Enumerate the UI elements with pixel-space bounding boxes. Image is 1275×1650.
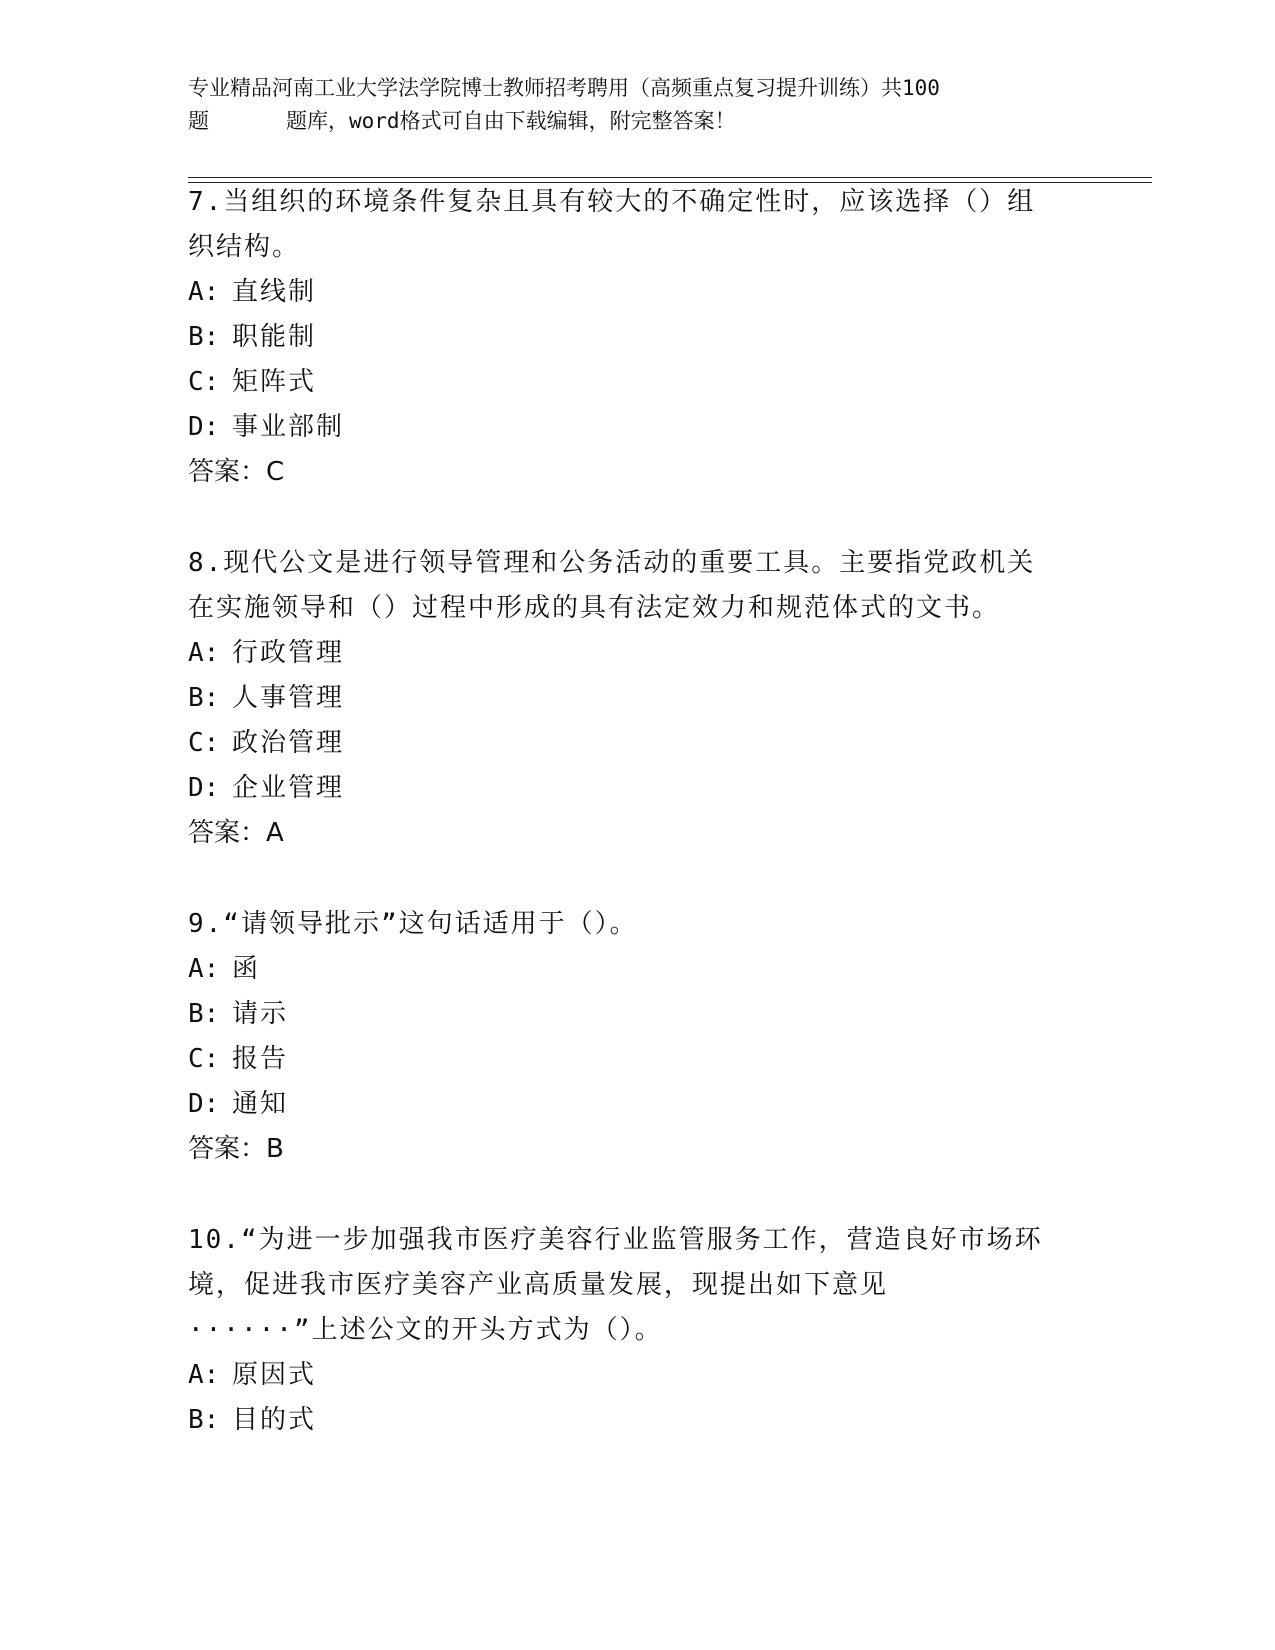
answer-line [188, 1127, 1088, 1172]
option-text: 行政管理 [232, 638, 345, 668]
option-c [188, 360, 1088, 405]
answer-label: 答案： [188, 1134, 267, 1164]
option-text: 函 [232, 954, 261, 984]
question-9 [188, 902, 1088, 1172]
option-b [188, 1398, 1088, 1443]
option-key: A: [188, 1360, 220, 1390]
answer-label: 答案： [188, 818, 267, 848]
option-text: 原因式 [232, 1360, 317, 1390]
option-key: C: [188, 1044, 220, 1074]
option-text: 人事管理 [232, 683, 345, 713]
question-text-line: 10.“为进一步加强我市医疗美容行业监管服务工作，营造良好市场环 [188, 1225, 1043, 1255]
option-text: 政治管理 [232, 728, 345, 758]
option-key: C: [188, 728, 220, 758]
option-key: B: [188, 999, 220, 1029]
option-text: 职能制 [232, 322, 317, 352]
question-8 [188, 541, 1088, 856]
question-text-line: 织结构。 [188, 232, 301, 262]
answer-line [188, 450, 1088, 495]
question-text-line: 7.当组织的环境条件复杂且具有较大的不确定性时，应该选择（）组 [188, 187, 1036, 217]
question-10 [188, 1218, 1088, 1443]
header-line-2-rest: 题库，word格式可自由下载编辑，附完整答案！ [286, 109, 736, 133]
option-key: A: [188, 638, 220, 668]
option-a [188, 270, 1088, 315]
option-d [188, 766, 1088, 811]
header-line-2-word: 题 [188, 109, 209, 133]
option-c [188, 721, 1088, 766]
option-a [188, 631, 1088, 676]
option-text: 企业管理 [232, 773, 345, 803]
question-text-line: 8.现代公文是进行领导管理和公务活动的重要工具。主要指党政机关 [188, 548, 1036, 578]
option-d [188, 1082, 1088, 1127]
option-key: B: [188, 683, 220, 713]
option-a [188, 947, 1088, 992]
option-text: 矩阵式 [232, 367, 317, 397]
option-key: D: [188, 1089, 220, 1119]
answer-value: B [266, 1134, 284, 1164]
option-text: 直线制 [232, 277, 317, 307]
option-key: D: [188, 412, 220, 442]
answer-label: 答案： [188, 457, 267, 487]
answer-line [188, 811, 1088, 856]
option-key: A: [188, 277, 220, 307]
header-line-1: 专业精品河南工业大学法学院博士教师招考聘用（高频重点复习提升训练）共100 [188, 76, 940, 100]
option-text: 请示 [232, 999, 289, 1029]
option-key: D: [188, 773, 220, 803]
page-header [188, 72, 1088, 138]
option-text: 报告 [232, 1044, 289, 1074]
option-b [188, 676, 1088, 721]
answer-value: C [266, 457, 285, 487]
option-key: B: [188, 322, 220, 352]
question-7 [188, 180, 1088, 495]
option-key: A: [188, 954, 220, 984]
option-text: 事业部制 [232, 412, 345, 442]
option-b [188, 315, 1088, 360]
option-a [188, 1353, 1088, 1398]
question-text-line: ······”上述公文的开头方式为（）。 [188, 1315, 663, 1345]
option-d [188, 405, 1088, 450]
question-text-line: 9.“请领导批示”这句话适用于（）。 [188, 909, 638, 939]
question-text-line: 在实施领导和（）过程中形成的具有法定效力和规范体式的文书。 [188, 593, 1001, 623]
answer-value: A [266, 818, 284, 848]
option-key: C: [188, 367, 220, 397]
header-line-2 [188, 105, 1088, 138]
question-text-line: 境，促进我市医疗美容产业高质量发展，现提出如下意见 [188, 1270, 889, 1300]
option-b [188, 992, 1088, 1037]
option-key: B: [188, 1405, 220, 1435]
option-c [188, 1037, 1088, 1082]
option-text: 目的式 [232, 1405, 317, 1435]
option-text: 通知 [232, 1089, 289, 1119]
